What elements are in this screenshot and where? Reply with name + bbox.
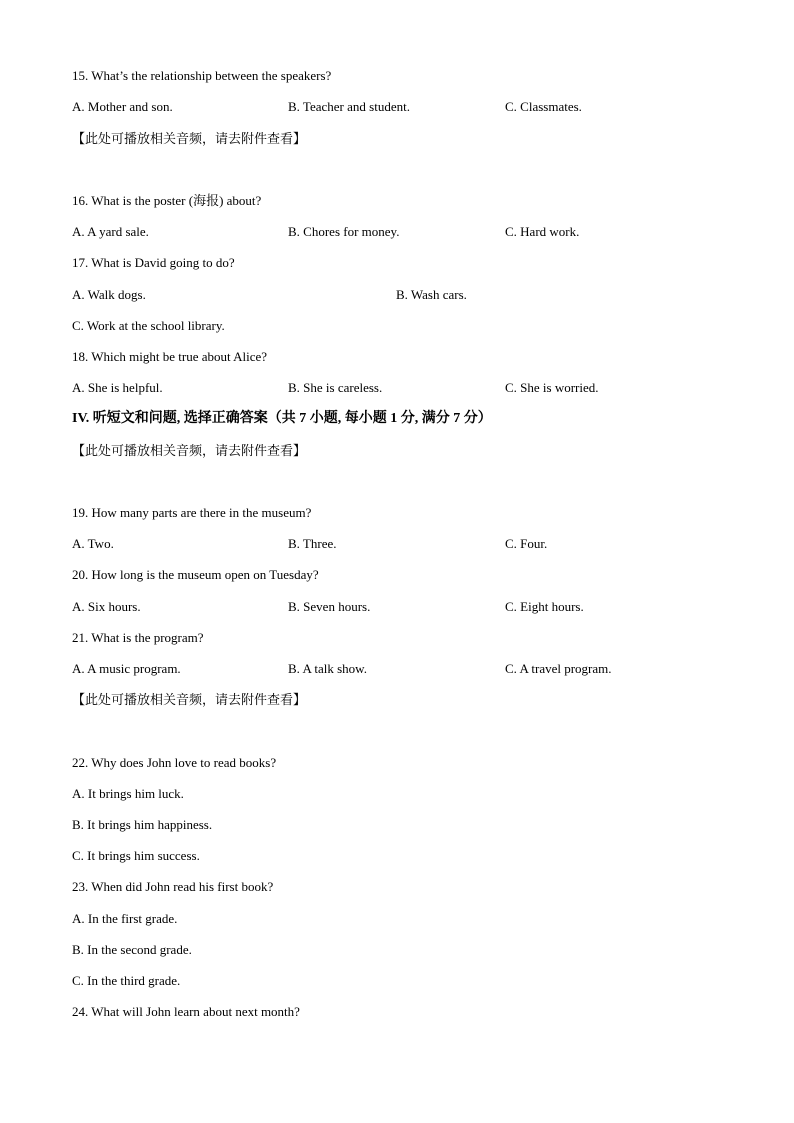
question-23: 23. When did John read his first book? xyxy=(72,879,274,894)
option-18a: A. She is helpful. xyxy=(72,380,163,395)
option-19c: C. Four. xyxy=(505,536,548,551)
question-15: 15. What’s the relationship between the speakers? xyxy=(72,68,332,83)
option-15c: C. Classmates. xyxy=(505,99,582,114)
audio-note: 【此处可播放相关音频，请去附件查看】 xyxy=(72,692,307,707)
question-16: 16. What is the poster (海报) about? xyxy=(72,193,262,208)
question-21: 21. What is the program? xyxy=(72,630,204,645)
option-18b: B. She is careless. xyxy=(288,380,383,395)
option-19b: B. Three. xyxy=(288,536,337,551)
option-21a: A. A music program. xyxy=(72,661,181,676)
option-17a: A. Walk dogs. xyxy=(72,287,146,302)
option-20c: C. Eight hours. xyxy=(505,599,584,614)
question-17: 17. What is David going to do? xyxy=(72,255,235,270)
question-22: 22. Why does John love to read books? xyxy=(72,755,277,770)
question-18: 18. Which might be true about Alice? xyxy=(72,349,268,364)
question-19: 19. How many parts are there in the museum? xyxy=(72,505,312,520)
option-23a: A. In the first grade. xyxy=(72,911,178,926)
option-18c: C. She is worried. xyxy=(505,380,599,395)
option-15b: B. Teacher and student. xyxy=(288,99,410,114)
option-22a: A. It brings him luck. xyxy=(72,786,184,801)
audio-note: 【此处可播放相关音频，请去附件查看】 xyxy=(72,131,307,146)
option-15a: A. Mother and son. xyxy=(72,99,173,114)
section-heading: IV. 听短文和问题, 选择正确答案（共 7 小题, 每小题 1 分, 满分 7 分） xyxy=(72,411,492,426)
option-17b: B. Wash cars. xyxy=(396,287,467,302)
question-24: 24. What will John learn about next month? xyxy=(72,1004,300,1019)
option-23c: C. In the third grade. xyxy=(72,973,181,988)
option-21b: B. A talk show. xyxy=(288,661,367,676)
option-16b: B. Chores for money. xyxy=(288,224,400,239)
option-21c: C. A travel program. xyxy=(505,661,612,676)
option-16a: A. A yard sale. xyxy=(72,224,149,239)
option-16c: C. Hard work. xyxy=(505,224,580,239)
option-17c: C. Work at the school library. xyxy=(72,318,225,333)
option-20a: A. Six hours. xyxy=(72,599,141,614)
audio-note: 【此处可播放相关音频，请去附件查看】 xyxy=(72,443,307,458)
option-22c: C. It brings him success. xyxy=(72,848,200,863)
option-22b: B. It brings him happiness. xyxy=(72,817,213,832)
option-19a: A. Two. xyxy=(72,536,114,551)
option-20b: B. Seven hours. xyxy=(288,599,371,614)
question-20: 20. How long is the museum open on Tuesday? xyxy=(72,567,319,582)
option-23b: B. In the second grade. xyxy=(72,942,192,957)
